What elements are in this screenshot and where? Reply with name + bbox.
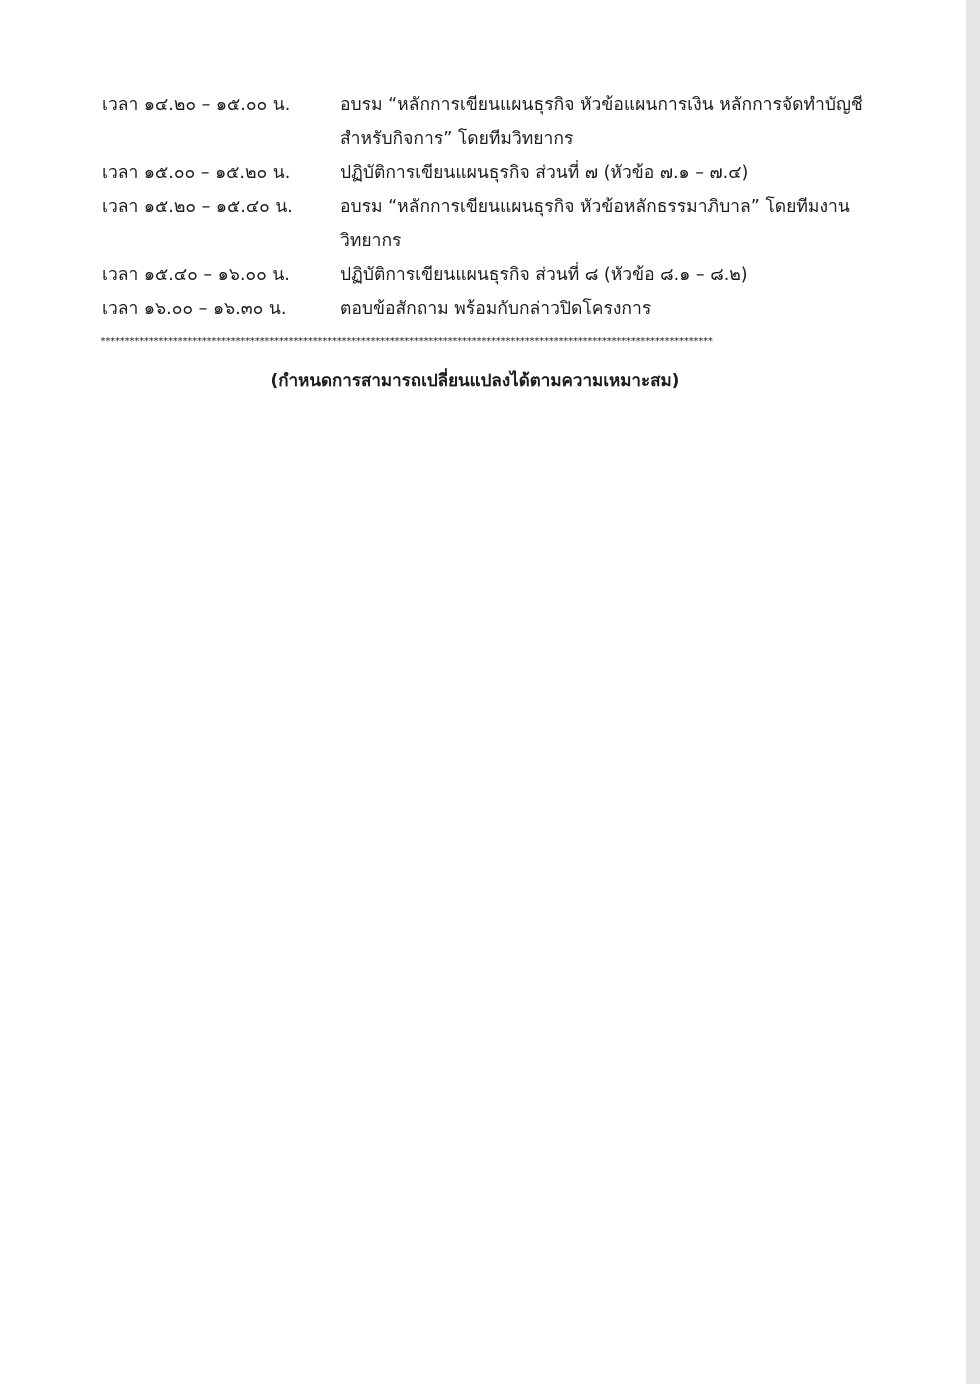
schedule-row — [102, 156, 842, 190]
schedule-row — [102, 88, 863, 156]
asterisk-separator: ******************************************************************************************************************************* — [100, 336, 713, 347]
schedule-time: เวลา ๑๕.๒๐ – ๑๕.๔๐ น. — [102, 197, 293, 217]
schedule-row — [102, 292, 842, 326]
schedule-change-note: (กำหนดการสามารถเปลี่ยนแปลงได้ตามความเหมาะสม) — [270, 371, 680, 391]
schedule-time: เวลา ๑๕.๔๐ – ๑๖.๐๐ น. — [102, 265, 290, 285]
description-line: อบรม “หลักการเขียนแผนธุรกิจ หัวข้อแผนการเงิน หลักการจัดทำบัญชี — [340, 95, 863, 115]
schedule-time: เวลา ๑๔.๒๐ – ๑๕.๐๐ น. — [102, 95, 291, 115]
description-line: ตอบข้อสักถาม พร้อมกับกล่าวปิดโครงการ — [340, 299, 652, 319]
schedule-description — [340, 258, 842, 292]
schedule-description — [340, 88, 863, 156]
schedule-time: เวลา ๑๕.๐๐ – ๑๕.๒๐ น. — [102, 163, 291, 183]
schedule-row — [102, 258, 842, 292]
description-line: วิทยากร — [340, 231, 402, 251]
description-line: ปฏิบัติการเขียนแผนธุรกิจ ส่วนที่ ๘ (หัวข้อ ๘.๑ – ๘.๒) — [340, 265, 748, 285]
schedule-list — [102, 88, 863, 326]
schedule-row — [102, 190, 850, 258]
description-line: สำหรับกิจการ” โดยทีมวิทยากร — [340, 129, 574, 149]
schedule-description — [340, 292, 842, 326]
description-line: อบรม “หลักการเขียนแผนธุรกิจ หัวข้อหลักธรรมาภิบาล” โดยทีมงาน — [340, 197, 850, 217]
schedule-time: เวลา ๑๖.๐๐ – ๑๖.๓๐ น. — [102, 299, 287, 319]
schedule-description — [340, 190, 850, 258]
schedule-description — [340, 156, 842, 190]
description-line: ปฏิบัติการเขียนแผนธุรกิจ ส่วนที่ ๗ (หัวข้อ ๗.๑ – ๗.๔) — [340, 163, 749, 183]
